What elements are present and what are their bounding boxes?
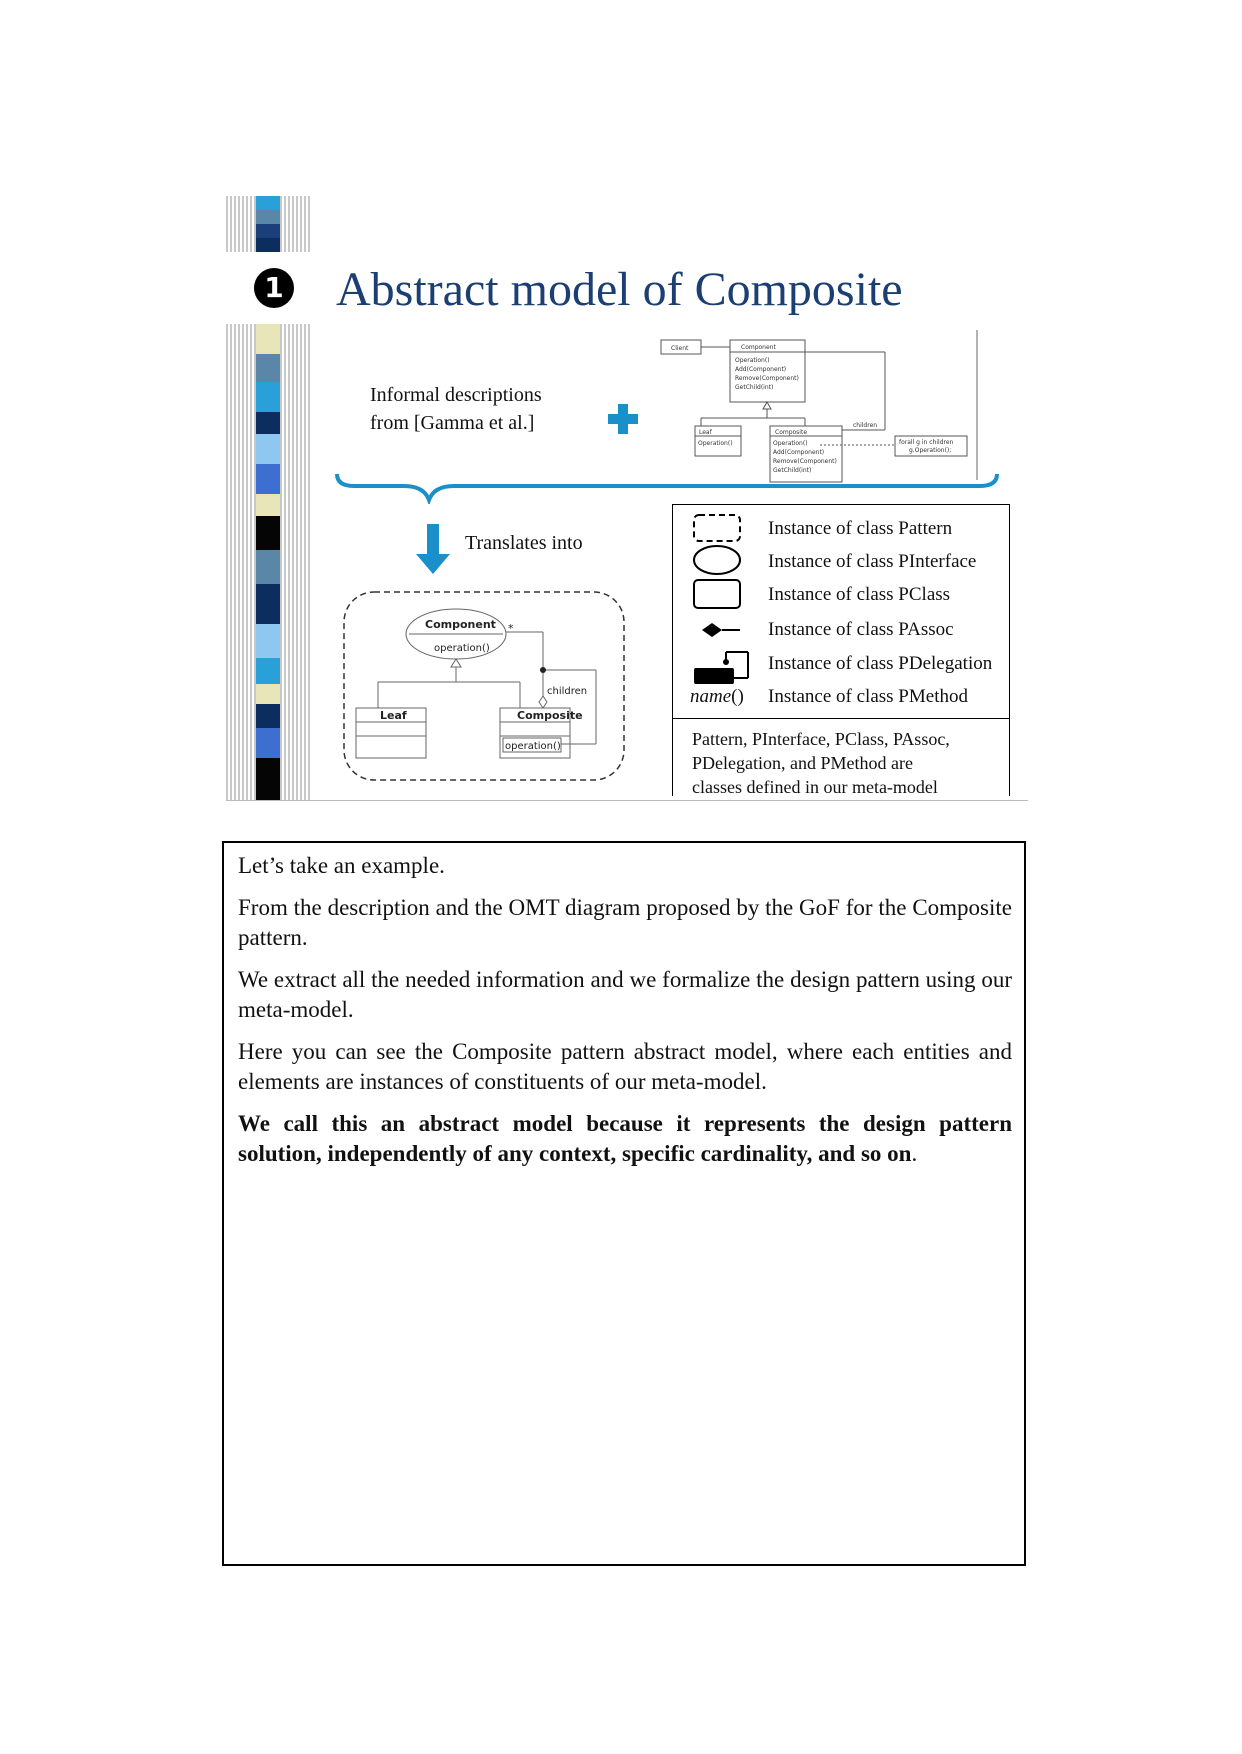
informal-descriptions-line1: Informal descriptions	[370, 384, 542, 406]
legend-footer-line1: Pattern, PInterface, PClass, PAssoc,	[692, 729, 950, 749]
gof-leaf-op: Operation()	[698, 440, 733, 447]
gof-client-label: Client	[671, 345, 689, 352]
gof-component-op-3: Remove(Component)	[735, 375, 799, 382]
legend-label-pdelegation: Instance of class PDelegation	[768, 653, 993, 674]
method-symbol-name: name	[690, 686, 732, 707]
legend-divider	[672, 718, 1010, 719]
gof-composite-op-4: GetChild(int)	[773, 467, 812, 474]
legend-footer-line2: PDelegation, and PMethod are	[692, 753, 913, 773]
abstract-model-diagram	[340, 588, 628, 784]
notes-paragraph-4: Here you can see the Composite pattern abstract model, where each entities and elements are instances of constituents of our meta-model.	[238, 1039, 1012, 1094]
down-arrow-icon	[416, 524, 450, 574]
legend-label-pmethod: Instance of class PMethod	[768, 686, 968, 707]
abstract-component-label: Component	[425, 618, 496, 631]
abstract-leaf-label: Leaf	[380, 709, 407, 722]
notes-paragraph-5-end: .	[911, 1141, 918, 1166]
informal-descriptions-line2: from [Gamma et al.]	[370, 412, 535, 434]
abstract-operation-label: operation()	[434, 643, 490, 654]
gof-composite-op-1: Operation()	[773, 440, 808, 447]
gof-omt-diagram	[655, 330, 985, 485]
multiplicity-label: *	[508, 622, 514, 635]
legend-label-passoc: Instance of class PAssoc	[768, 619, 954, 640]
method-symbol	[690, 686, 744, 708]
method-symbol-parens: ()	[731, 686, 744, 707]
notes-paragraph-5-bold: We call this an abstract model because it represents the design pattern solution, independently of any context, specific cardinality, and so on	[238, 1111, 1012, 1166]
gof-composite-op-3: Remove(Component)	[773, 458, 837, 465]
legend-footer-line3: classes defined in our meta-model	[692, 777, 938, 797]
legend-footer	[692, 727, 950, 799]
legend-label-pinterface: Instance of class PInterface	[768, 551, 977, 572]
notes-paragraph-1: Let’s take an example.	[238, 853, 445, 878]
gof-note-line2: g.Operation();	[909, 447, 952, 454]
abstract-children-label: children	[547, 686, 588, 697]
plus-icon	[608, 404, 638, 434]
slide-bottom-border	[226, 800, 1028, 801]
assoc-symbol-diamond	[700, 620, 740, 640]
curly-brace	[334, 470, 1000, 504]
gof-note-line1: forall g in children	[899, 439, 954, 446]
bullet-number-one: 1	[254, 268, 294, 308]
interface-symbol-ellipse	[692, 544, 742, 576]
slide-title: Abstract model of Composite	[336, 263, 903, 316]
delegation-symbol	[692, 646, 752, 686]
abstract-composite-op: operation()	[505, 741, 561, 752]
gof-component-op-1: Operation()	[735, 357, 770, 364]
notes-paragraph-3: We extract all the needed information and we formalize the design pattern using our meta-model.	[238, 967, 1012, 1022]
decorative-stripe-side	[226, 324, 310, 800]
decorative-stripe-top	[226, 196, 310, 252]
pattern-symbol-dashed-rect	[692, 513, 742, 543]
class-symbol-rect	[692, 578, 742, 610]
gof-composite-op-2: Add(Component)	[773, 449, 825, 456]
gof-children-label: children	[853, 422, 878, 429]
gof-leaf-label: Leaf	[699, 429, 712, 436]
gof-component-op-2: Add(Component)	[735, 366, 787, 373]
legend-label-pattern: Instance of class Pattern	[768, 518, 953, 539]
notes-paragraph-5	[238, 1109, 1012, 1169]
gof-component-label: Component	[741, 344, 776, 351]
abstract-composite-label: Composite	[517, 709, 583, 722]
speaker-notes-box	[222, 841, 1026, 1566]
gof-component-op-4: GetChild(int)	[735, 384, 774, 391]
translates-into-label: Translates into	[465, 532, 583, 554]
gof-composite-label: Composite	[775, 429, 808, 436]
notes-paragraph-2: From the description and the OMT diagram proposed by the GoF for the Composite pattern.	[238, 895, 1012, 950]
legend-label-pclass: Instance of class PClass	[768, 584, 951, 605]
